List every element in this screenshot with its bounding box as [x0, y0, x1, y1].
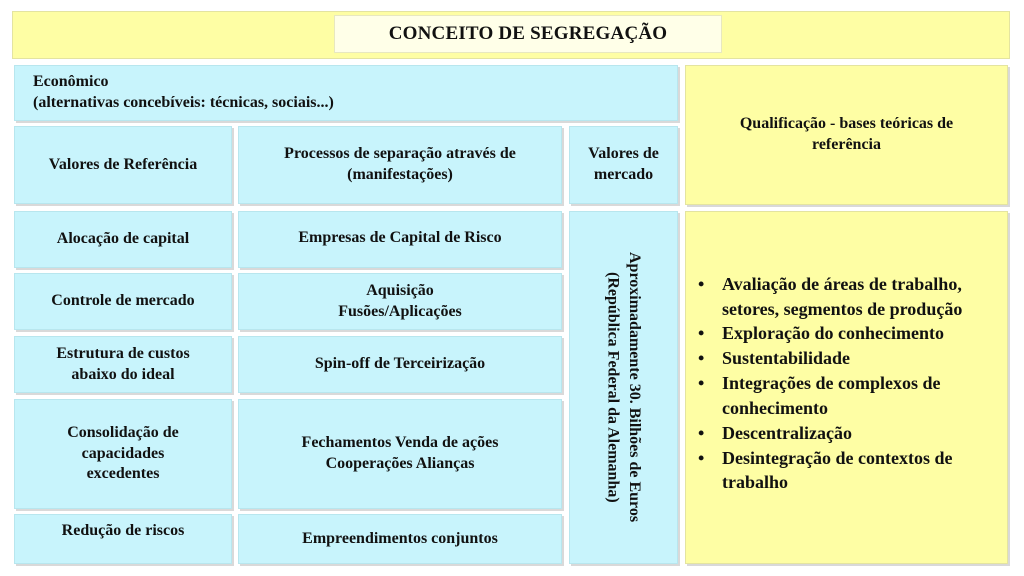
row-1-middle-label: Empresas de Capital de Risco [298, 229, 502, 246]
row-2-middle [238, 273, 562, 330]
page-title: CONCEITO DE SEGREGAÇÃO [334, 15, 722, 53]
bullet-text: Descentralização [722, 422, 852, 443]
economico-subtitle: (alternativas concebíveis: técnicas, sociais...) [33, 93, 334, 111]
market-value-cell [569, 211, 678, 564]
row-4-middle [238, 399, 562, 509]
bullet-item [696, 346, 1007, 371]
row-2-left [14, 273, 232, 330]
header-processos-label: Processos de separação através de (manifestações) [284, 145, 516, 183]
bullet-text: Avaliação de áreas de trabalho, setores, segmentos de produção [722, 273, 963, 319]
qualificacao-label: Qualificação - bases teóricas de referência [739, 115, 954, 153]
row-1-left-label: Alocação de capital [56, 230, 190, 248]
row-5-middle [238, 514, 562, 564]
bullet-text: Sustentabilidade [722, 348, 851, 369]
qualificacao-bullets-panel [685, 211, 1008, 564]
row-2-left-label: Controle de mercado [51, 292, 195, 310]
bullet-item [696, 371, 1007, 421]
economico-title: Econômico [33, 73, 109, 90]
bullet-text: Exploração do conhecimento [722, 323, 944, 344]
row-4-middle-label: Fechamentos Venda de ações Cooperações Alianças [301, 434, 499, 472]
qualificacao-header [685, 65, 1008, 205]
row-1-left [14, 211, 232, 268]
row-3-left-label: Estrutura de custos abaixo do ideal [56, 344, 190, 383]
market-value-text: Aproximadamente 30. Bilhões de Euros (República Federal da Alemanha) [604, 252, 644, 523]
header-valores-referencia-label: Valores de Referência [48, 155, 198, 173]
bullet-item [696, 321, 1007, 346]
row-4-left-label: Consolidação de capacidades excedentes [67, 423, 179, 483]
bullet-text: Desintegração de contextos de trabalho [722, 447, 953, 493]
row-2-middle-label: Aquisição Fusões/Aplicações [338, 281, 462, 320]
bullet-list [696, 272, 1007, 495]
bullet-text: Integrações de complexos de conhecimento [722, 373, 941, 418]
bullet-item [696, 272, 1007, 322]
bullet-dot-icon: • [698, 323, 705, 344]
row-4-left [14, 399, 232, 509]
row-5-left [14, 514, 232, 564]
economico-header [14, 65, 678, 121]
row-5-left-label: Redução de riscos [61, 522, 185, 539]
bullet-dot-icon: • [698, 273, 705, 294]
bullet-item [696, 446, 1007, 496]
row-3-left [14, 336, 232, 393]
bullet-dot-icon: • [698, 422, 705, 443]
bullet-item [696, 421, 1007, 446]
row-1-middle [238, 211, 562, 268]
header-valores-referencia [14, 126, 232, 204]
header-valores-mercado-label: Valores de mercado [588, 145, 659, 183]
bullet-dot-icon: • [698, 373, 705, 394]
header-valores-mercado [569, 126, 678, 204]
header-processos [238, 126, 562, 204]
bullet-dot-icon: • [698, 348, 705, 369]
row-5-middle-label: Empreendimentos conjuntos [302, 529, 498, 547]
bullet-dot-icon: • [698, 447, 705, 468]
row-3-middle [238, 336, 562, 393]
row-3-middle-label: Spin-off de Terceirização [314, 355, 486, 373]
